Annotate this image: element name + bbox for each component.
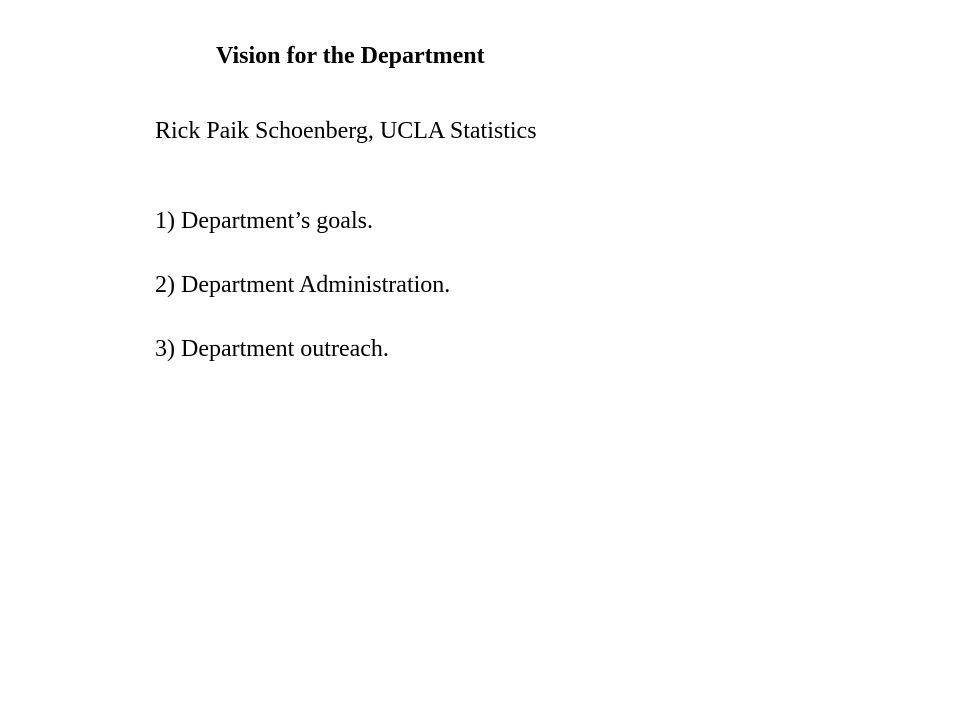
agenda-item-administration: 2) Department Administration. — [155, 272, 451, 298]
agenda-item-outreach: 3) Department outreach. — [155, 336, 389, 362]
author-line: Rick Paik Schoenberg, UCLA Statistics — [155, 118, 537, 144]
slide-title: Vision for the Department — [216, 43, 485, 69]
agenda-item-goals: 1) Department’s goals. — [155, 208, 373, 234]
agenda-list — [155, 205, 450, 397]
